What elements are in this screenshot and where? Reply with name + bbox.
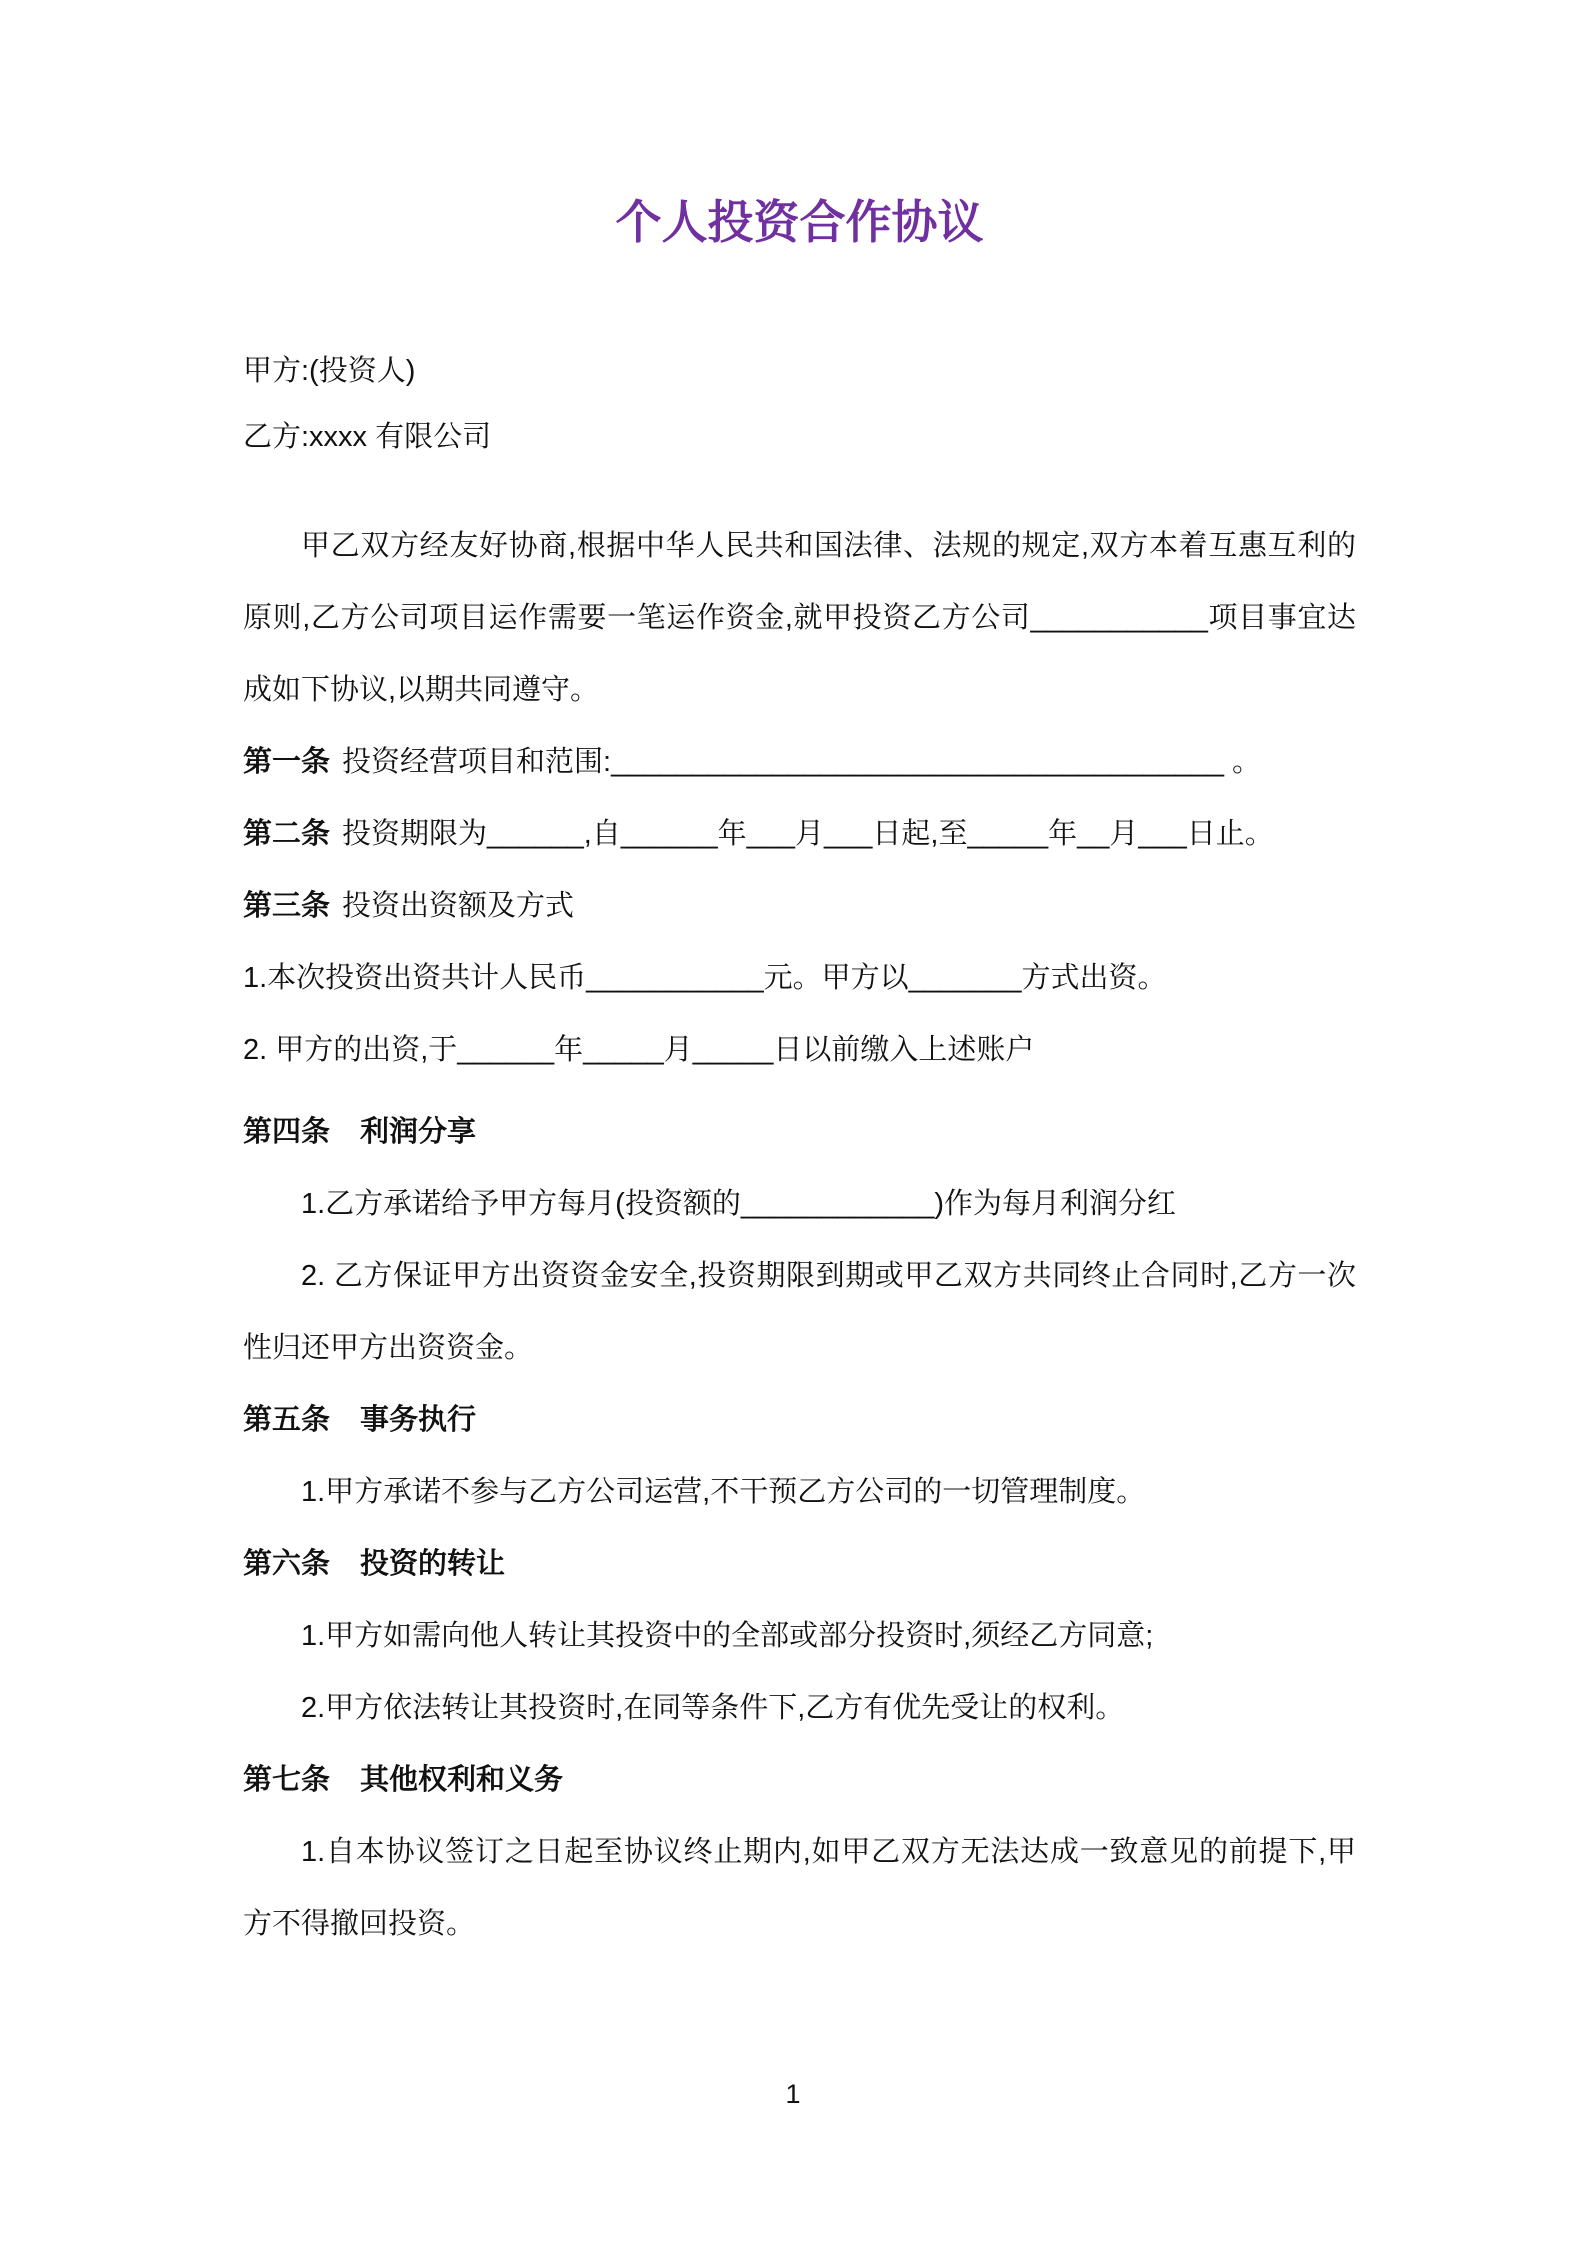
article-4-heading [243,1096,1356,1168]
article-6-label: 第六条 [243,1548,331,1580]
article-6-item-2: 2.甲方依法转让其投资时,在同等条件下,乙方有优先受让的权利。 [301,1692,1125,1724]
article-6-heading [243,1528,1356,1600]
article-6-title: 投资的转让 [360,1548,506,1580]
article-5-label: 第五条 [243,1404,331,1436]
party-b-line: 乙方:xxxx 有限公司 [243,421,492,453]
page-number: 1 [785,2079,801,2109]
article-3-label: 第三条 [243,890,331,922]
article-3-heading [243,870,1356,942]
article-7-label: 第七条 [243,1764,331,1796]
article-5-title: 事务执行 [360,1404,477,1436]
article-5-item-1: 1.甲方承诺不参与乙方公司运营,不干预乙方公司的一切管理制度。 [301,1476,1146,1508]
article-2-text: 投资期限为______,自______年___月___日起,至_____年__月___日止。 [342,818,1274,850]
article-7-heading [243,1744,1356,1816]
article-7-item-1: 1.自本协议签订之日起至协议终止期内,如甲乙双方无法达成一致意见的前提下,甲方不得撤回投资。 [243,1836,1356,1940]
article-4-item-2: 2. 乙方保证甲方出资资金安全,投资期限到期或甲乙双方共同终止合同时,乙方一次性归还甲方出资资金。 [243,1260,1356,1364]
article-7-title: 其他权利和义务 [360,1764,564,1796]
article-1-text: 投资经营项目和范围:______________________________________ 。 [342,746,1262,778]
parties-section [243,338,1356,470]
article-3-item-2: 2. 甲方的出资,于______年_____月_____日以前缴入上述账户 [243,1034,1035,1066]
article-6-item-1: 1.甲方如需向他人转让其投资中的全部或部分投资时,须经乙方同意; [301,1620,1154,1652]
document-title: 个人投资合作协议 [615,196,984,248]
article-2-line [243,798,1356,870]
article-1-line [243,726,1356,798]
article-1-label: 第一条 [243,746,331,778]
article-3-title: 投资出资额及方式 [342,890,575,922]
party-a-line: 甲方:(投资人) [243,355,416,387]
article-5-heading [243,1384,1356,1456]
article-4-title: 利润分享 [360,1116,477,1148]
article-3-item-1: 1.本次投资出资共计人民币___________元。甲方以_______方式出资。 [243,962,1167,994]
article-4-label: 第四条 [243,1116,331,1148]
article-2-label: 第二条 [243,818,331,850]
preamble-paragraph: 甲乙双方经友好协商,根据中华人民共和国法律、法规的规定,双方本着互惠互利的原则,乙方公司项目运作需要一笔运作资金,就甲投资乙方公司___________项目事宜达成如下协议,以期共同遵守。 [243,530,1356,706]
article-4-item-1: 1.乙方承诺给予甲方每月(投资额的____________)作为每月利润分红 [301,1188,1177,1220]
